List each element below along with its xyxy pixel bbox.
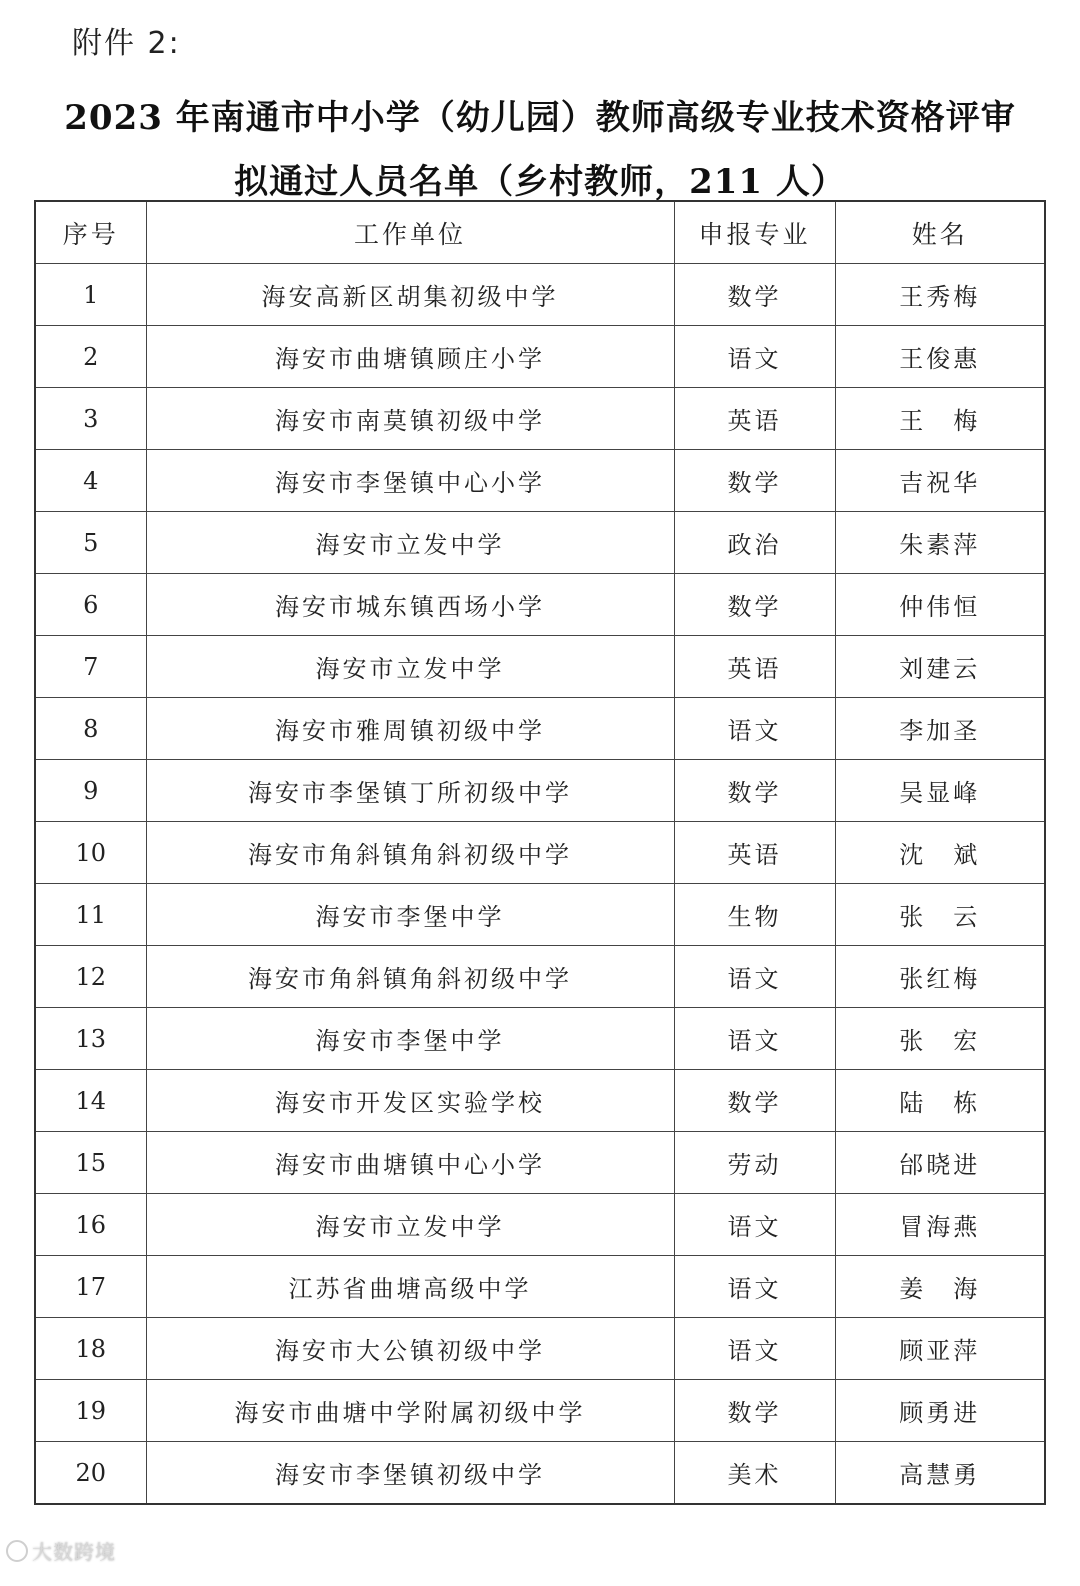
cell-unit: 海安市立发中学: [146, 636, 674, 698]
table-row: [35, 636, 1045, 698]
cell-no: 11: [35, 884, 146, 946]
cell-name: 吉祝华: [835, 450, 1045, 512]
table-row: [35, 822, 1045, 884]
cell-subject: 生物: [674, 884, 835, 946]
cell-no: 9: [35, 760, 146, 822]
roster-table: [34, 200, 1046, 1505]
table-header-row: [35, 201, 1045, 264]
cell-unit: 海安市立发中学: [146, 512, 674, 574]
cell-unit: 海安市李堡镇中心小学: [146, 450, 674, 512]
cell-subject: 数学: [674, 574, 835, 636]
cell-name: 张 宏: [835, 1008, 1045, 1070]
cell-subject: 英语: [674, 636, 835, 698]
watermark: [6, 1536, 116, 1565]
cell-name: 刘建云: [835, 636, 1045, 698]
table-row: [35, 1070, 1045, 1132]
table-row: [35, 1380, 1045, 1442]
cell-name: 李加圣: [835, 698, 1045, 760]
cell-name: 王俊惠: [835, 326, 1045, 388]
cell-name: 邰晓进: [835, 1132, 1045, 1194]
cell-no: 3: [35, 388, 146, 450]
cell-unit: 海安市南莫镇初级中学: [146, 388, 674, 450]
cell-no: 5: [35, 512, 146, 574]
cell-subject: 语文: [674, 698, 835, 760]
header-unit: 工作单位: [146, 201, 674, 264]
cell-no: 17: [35, 1256, 146, 1318]
cell-subject: 语文: [674, 1008, 835, 1070]
cell-no: 1: [35, 264, 146, 326]
cell-unit: 海安市城东镇西场小学: [146, 574, 674, 636]
table-row: [35, 264, 1045, 326]
cell-no: 19: [35, 1380, 146, 1442]
cell-no: 2: [35, 326, 146, 388]
table-row: [35, 574, 1045, 636]
cell-subject: 数学: [674, 760, 835, 822]
cell-unit: 海安市角斜镇角斜初级中学: [146, 946, 674, 1008]
cell-subject: 语文: [674, 1256, 835, 1318]
cell-name: 沈 斌: [835, 822, 1045, 884]
cell-name: 陆 栋: [835, 1070, 1045, 1132]
cell-name: 顾亚萍: [835, 1318, 1045, 1380]
logo-icon: [6, 1540, 28, 1562]
cell-unit: 海安市开发区实验学校: [146, 1070, 674, 1132]
cell-no: 16: [35, 1194, 146, 1256]
table-row: [35, 1194, 1045, 1256]
cell-subject: 数学: [674, 450, 835, 512]
cell-unit: 海安市李堡镇丁所初级中学: [146, 760, 674, 822]
cell-name: 顾勇进: [835, 1380, 1045, 1442]
table-row: [35, 1132, 1045, 1194]
cell-no: 15: [35, 1132, 146, 1194]
cell-unit: 海安市曲塘中学附属初级中学: [146, 1380, 674, 1442]
cell-name: 王 梅: [835, 388, 1045, 450]
cell-no: 10: [35, 822, 146, 884]
cell-subject: 语文: [674, 1194, 835, 1256]
header-name: 姓名: [835, 201, 1045, 264]
cell-name: 冒海燕: [835, 1194, 1045, 1256]
table-row: [35, 388, 1045, 450]
table-row: [35, 512, 1045, 574]
cell-subject: 数学: [674, 1380, 835, 1442]
table-row: [35, 1256, 1045, 1318]
cell-unit: 海安市李堡中学: [146, 884, 674, 946]
document-title-line1: 2023 年南通市中小学（幼儿园）教师高级专业技术资格评审: [64, 98, 1016, 138]
cell-name: 张 云: [835, 884, 1045, 946]
header-subject: 申报专业: [674, 201, 835, 264]
table-row: [35, 698, 1045, 760]
cell-no: 18: [35, 1318, 146, 1380]
document-title-line2: 拟通过人员名单（乡村教师，211 人）: [234, 162, 846, 202]
cell-no: 6: [35, 574, 146, 636]
cell-name: 姜 海: [835, 1256, 1045, 1318]
cell-no: 20: [35, 1442, 146, 1505]
table-row: [35, 760, 1045, 822]
table-row: [35, 1008, 1045, 1070]
cell-name: 吴显峰: [835, 760, 1045, 822]
watermark-text: 大数跨境: [32, 1540, 116, 1564]
table-row: [35, 326, 1045, 388]
cell-no: 13: [35, 1008, 146, 1070]
cell-subject: 语文: [674, 1318, 835, 1380]
cell-subject: 语文: [674, 326, 835, 388]
cell-name: 朱素萍: [835, 512, 1045, 574]
table-row: [35, 884, 1045, 946]
cell-unit: 海安市角斜镇角斜初级中学: [146, 822, 674, 884]
cell-unit: 海安高新区胡集初级中学: [146, 264, 674, 326]
cell-subject: 美术: [674, 1442, 835, 1505]
cell-unit: 海安市大公镇初级中学: [146, 1318, 674, 1380]
cell-unit: 海安市李堡镇初级中学: [146, 1442, 674, 1505]
cell-name: 仲伟恒: [835, 574, 1045, 636]
cell-unit: 江苏省曲塘高级中学: [146, 1256, 674, 1318]
cell-subject: 英语: [674, 822, 835, 884]
cell-subject: 语文: [674, 946, 835, 1008]
cell-no: 7: [35, 636, 146, 698]
cell-subject: 数学: [674, 264, 835, 326]
roster-body: [35, 264, 1045, 1505]
cell-name: 高慧勇: [835, 1442, 1045, 1505]
cell-unit: 海安市李堡中学: [146, 1008, 674, 1070]
cell-unit: 海安市雅周镇初级中学: [146, 698, 674, 760]
cell-subject: 政治: [674, 512, 835, 574]
cell-name: 张红梅: [835, 946, 1045, 1008]
cell-unit: 海安市立发中学: [146, 1194, 674, 1256]
table-row: [35, 450, 1045, 512]
table-row: [35, 1442, 1045, 1505]
attachment-label: 附件 2:: [72, 26, 181, 61]
cell-subject: 数学: [674, 1070, 835, 1132]
cell-no: 4: [35, 450, 146, 512]
cell-no: 12: [35, 946, 146, 1008]
table-row: [35, 1318, 1045, 1380]
cell-subject: 劳动: [674, 1132, 835, 1194]
cell-subject: 英语: [674, 388, 835, 450]
header-no: 序号: [35, 201, 146, 264]
table-row: [35, 946, 1045, 1008]
cell-no: 8: [35, 698, 146, 760]
cell-no: 14: [35, 1070, 146, 1132]
cell-name: 王秀梅: [835, 264, 1045, 326]
cell-unit: 海安市曲塘镇中心小学: [146, 1132, 674, 1194]
cell-unit: 海安市曲塘镇顾庄小学: [146, 326, 674, 388]
